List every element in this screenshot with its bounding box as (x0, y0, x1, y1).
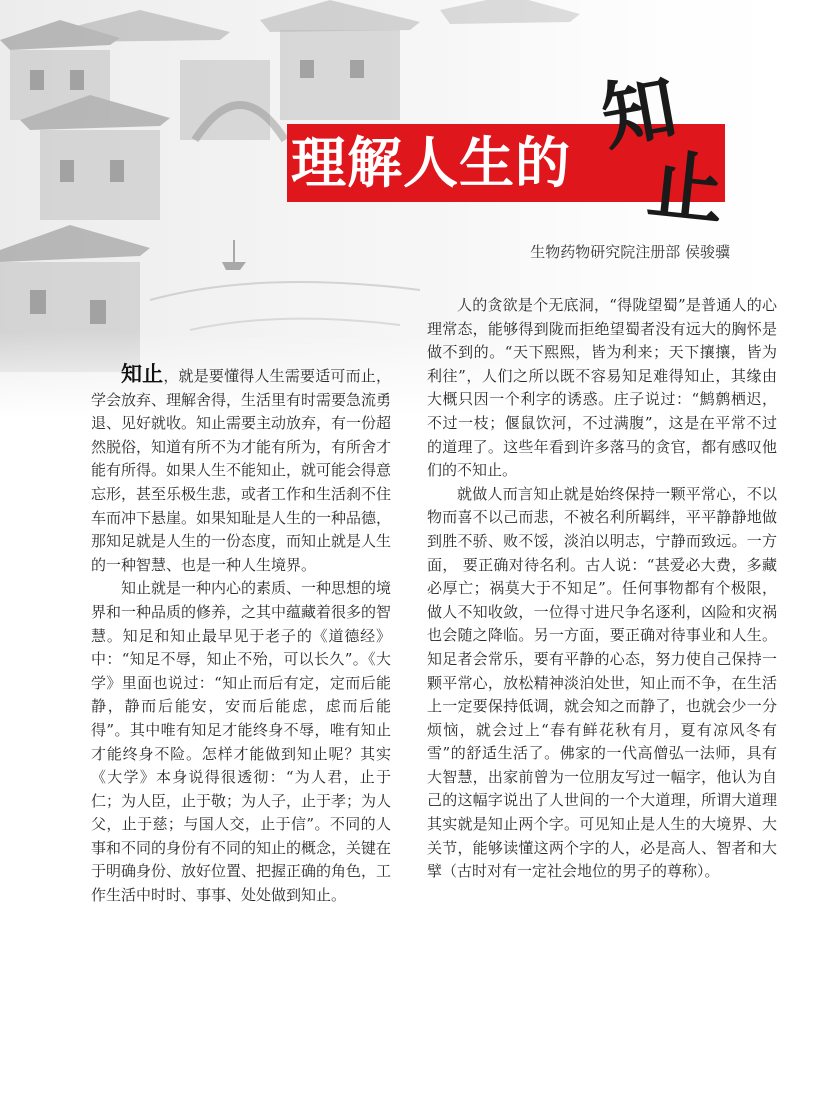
article-paragraph: 人的贪欲是个无底洞，“得陇望蜀”是普通人的心理常态，能够得到陇而拒绝望蜀者没有远大的胸怀是做不到的。“天下熙熙，皆为利来；天下攘攘，皆为利往”，人们之所以既不容易知足难得知止，其缘由大概只因一个利字的诱惑。庄子说过：“鹪鹩栖迟，不过一枝；偃鼠饮河，不过满腹”，这是在平常不过的道理了。这些年看到许多落马的贪官，都有感叹他们的不知止。 (427, 296, 777, 480)
author-byline: 生物药物研究院注册部 侯骏骥 (530, 243, 730, 261)
page-title: 理解人生的 (291, 131, 572, 195)
lead-word: 知止 (121, 362, 164, 386)
title-calligraphy-char-1: 知 (595, 64, 683, 162)
title-calligraphy-char-2: 止 (643, 139, 729, 236)
article-column-left (91, 363, 391, 908)
article-paragraph: 就做人而言知止就是始终保持一颗平常心，不以物而喜不以己而悲，不被名利所羁绊，平平静静地做到胜不骄、败不馁，淡泊以明志，宁静而致远。一方面， 要正确对待名利。古人说：“甚爱必大费，多藏必厚亡；祸莫大于不知足”。任何事物都有个极限，做人不知收敛，一位得寸进尺争名逐利，凶险和灾祸也会随之降临。另一方面，要正确对待事业和人生。知足者会常乐，要有平静的心态，努力使自己保持一颗平常心，放松精神淡泊处世，知止而不争，在生活上一定要保持低调，就会知之而静了，也就会少一分烦恼，就会过上“春有鲜花秋有月，夏有凉风冬有雪”的舒适生活了。佛家的一代高僧弘一法师，具有大智慧，出家前曾为一位朋友写过一幅字，他认为自己的这幅字说出了人世间的一个大道理，所谓大道理其实就是知止两个字。可见知止是人生的大境界、大关节，能够读懂这两个字的人，必是高人、智者和大擘（古时对有一定社会地位的男子的尊称）。 (427, 484, 777, 881)
article-column-right (427, 294, 777, 884)
article-paragraph (91, 363, 391, 577)
article-paragraph: 知止就是一种内心的素质、一种思想的境界和一种品质的修养，之其中蕴藏着很多的智慧。知足和知止最早见于老子的《道德经》中：“知足不辱，知止不殆，可以长久”。《大学》里面也说过：“知止而后有定，定而后能静，静而后能安，安而后能虑，虑而后能得”。其中唯有知足才能终身不辱，唯有知止才能终身不险。怎样才能做到知止呢？其实《大学》本身说得很透彻：“为人君，止于仁；为人臣，止于敬；为人子，止于孝；为人父，止于慈；与国人交，止于信”。不同的人事和不同的身份有不同的知止的概念，关键在于明确身份、放好位置、把握正确的角色，工作生活中时时、事事、处处做到知止。 (91, 579, 392, 905)
paragraph-text: ，就是要懂得人生需要适可而止，学会放弃、理解舍得，生活里有时需要急流勇退、见好就收。知止需要主动放弃，有一份超然脱俗，知道有所不为才能有所为，有所舍才能有所得。如果人生不能知止，就可能会得意忘形，甚至乐极生悲，或者工作和生活刹不住车而冲下悬崖。如果知耻是人生的一种品德，那知足就是人生的一份态度，而知止就是人生的一种智慧、也是一种人生境界。 (91, 367, 392, 574)
